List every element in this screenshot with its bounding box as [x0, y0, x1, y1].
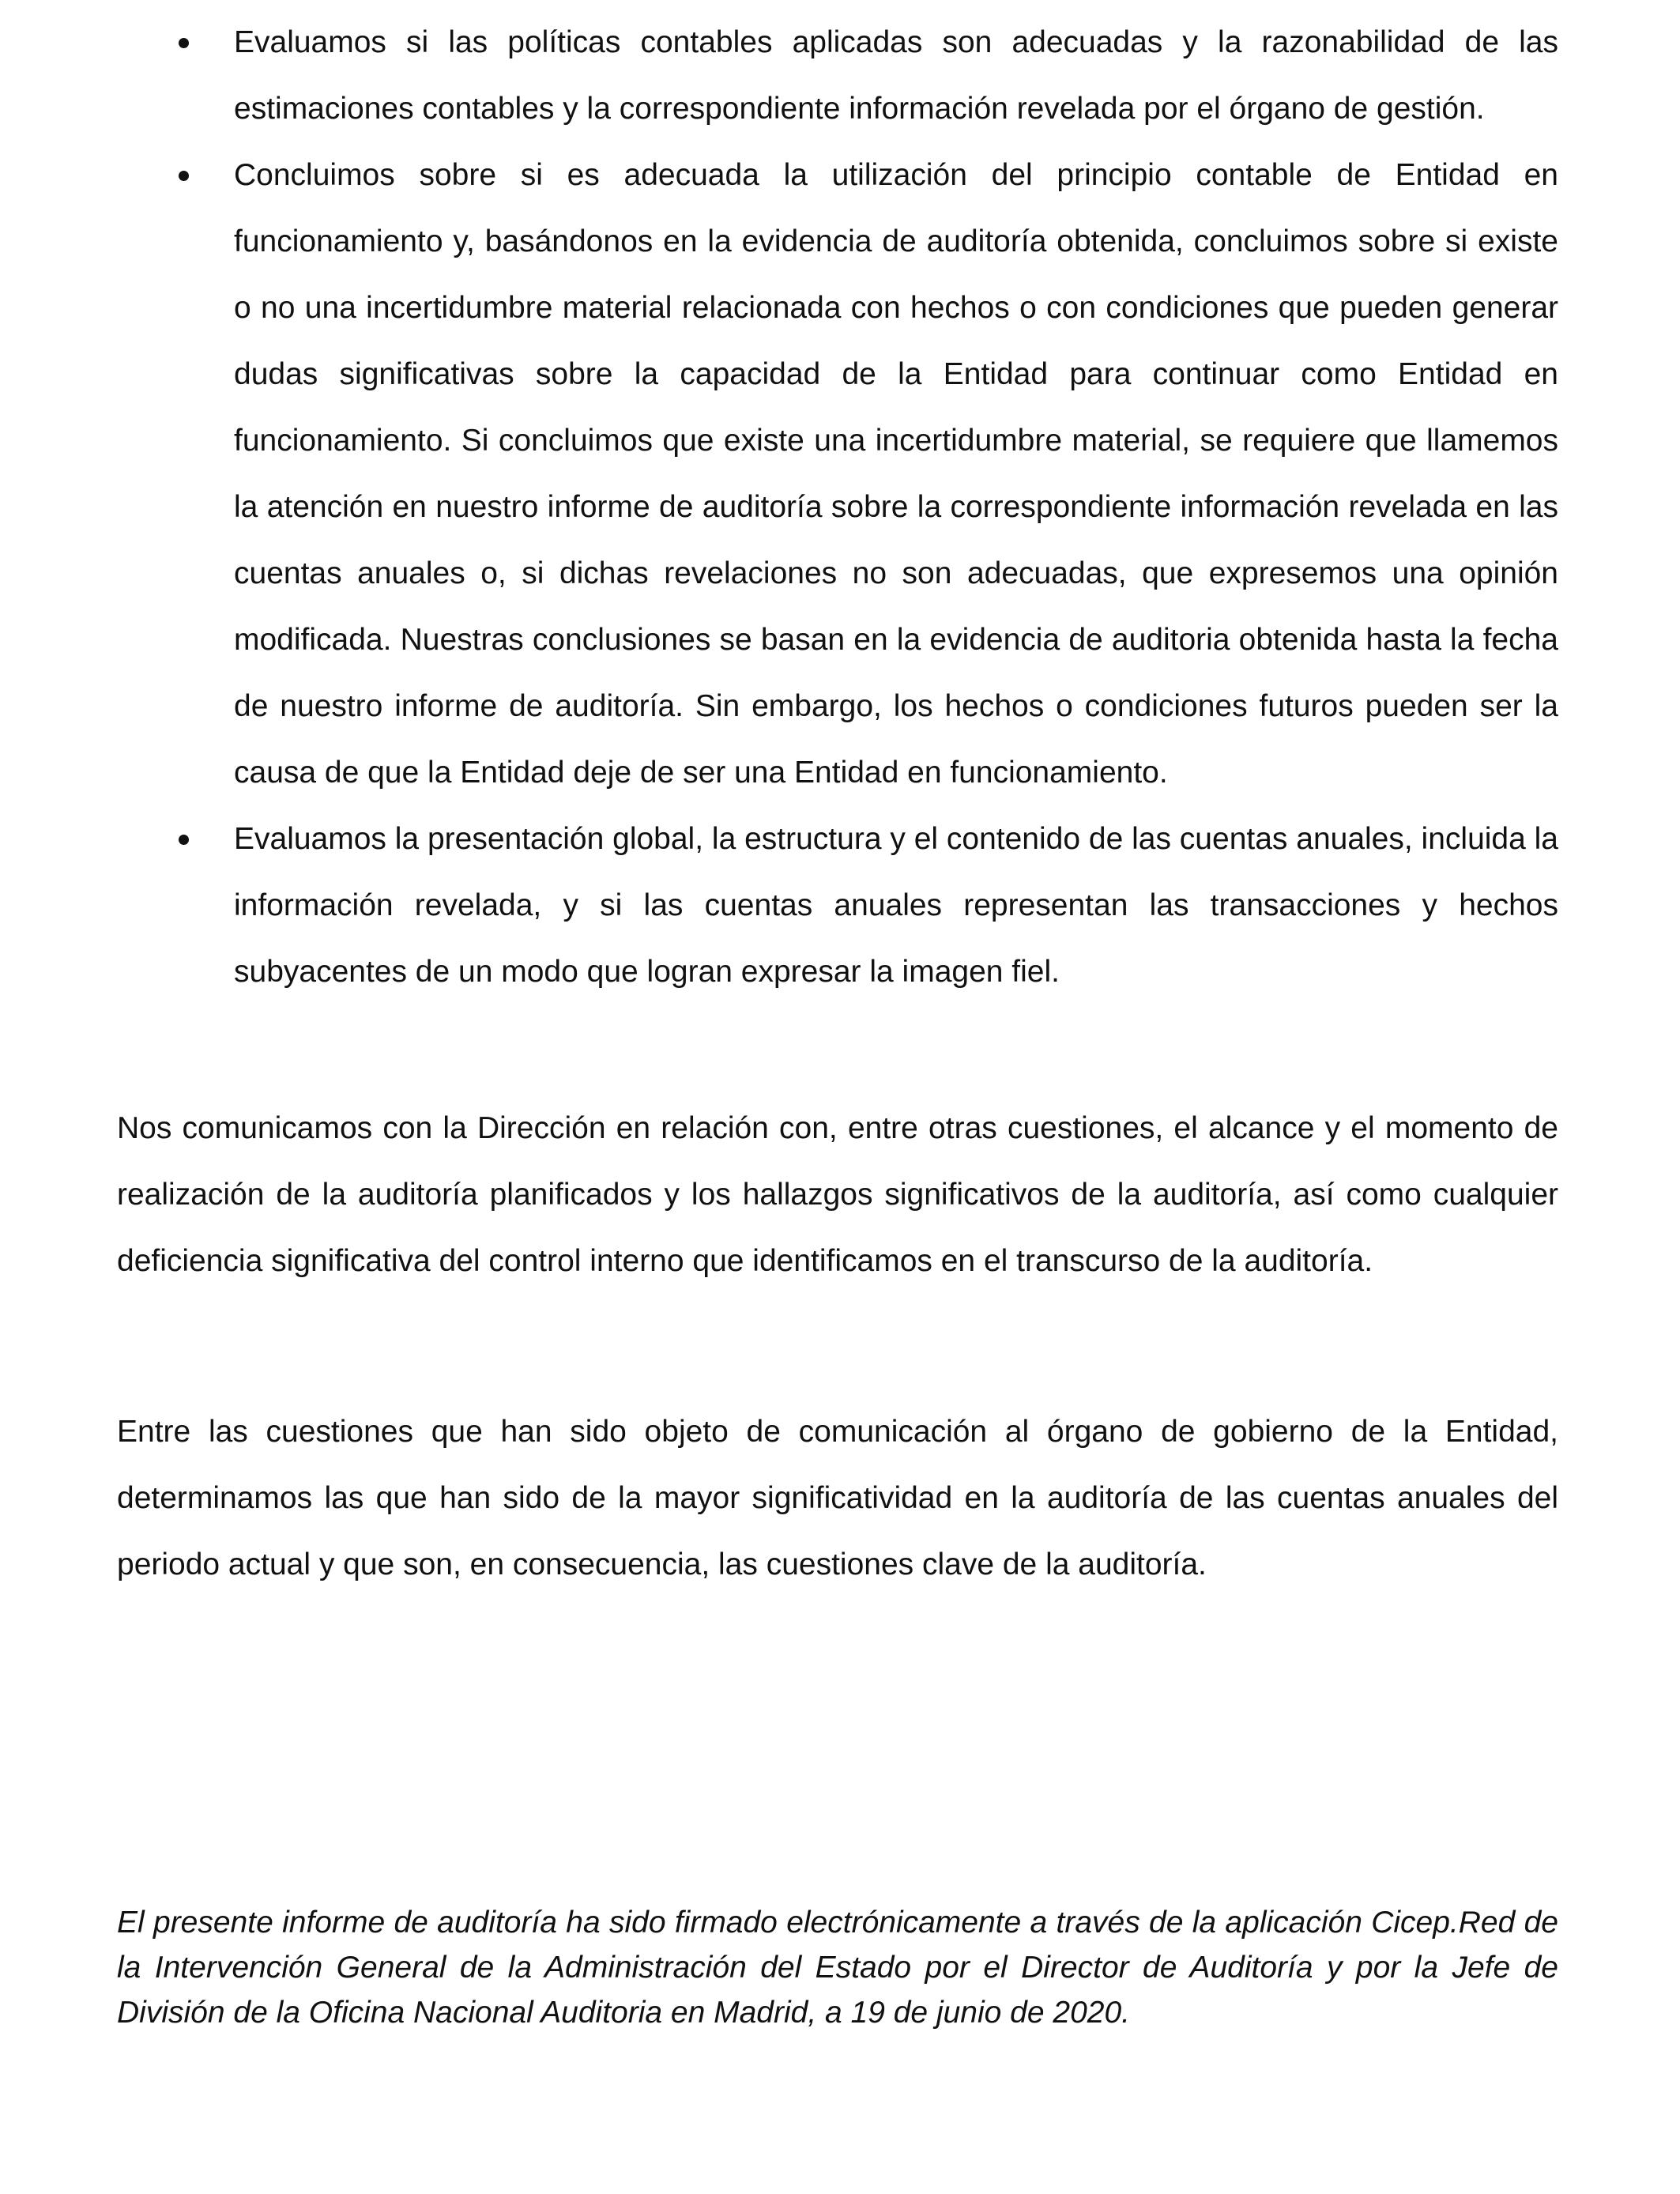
list-item-text: Evaluamos si las políticas contables aplicadas son adecuadas y la razonabilidad de las estimaciones contables y la correspondiente información revelada por el órgano de gestión.	[234, 25, 1558, 126]
key-matters-paragraph: Entre las cuestiones que han sido objeto de comunicación al órgano de gobierno de la Entidad, determinamos las que han sido de la mayor significatividad en la auditoría de las cuentas anuales del periodo actual y que son, en consecuencia, las cuestiones clave de la auditoría.	[117, 1415, 1558, 1581]
electronic-signature-note: El presente informe de auditoría ha sido firmado electrónicamente a través de la aplicación Cicep.Red de la Intervención General de la Administración del Estado por el Director de Auditoría y por la Jefe de División de la Oficina Nacional Auditoria en Madrid, a 19 de junio de 2020.	[117, 1906, 1558, 2030]
communication-paragraph: Nos comunicamos con la Dirección en relación con, entre otras cuestiones, el alcance y el momento de realización de la auditoría planificados y los hallazgos significativos de la auditoría, así como cualquier deficiencia significativa del control interno que identificamos en el transcurso de la auditoría.	[117, 1111, 1558, 1278]
list-item	[158, 806, 1558, 1005]
list-item-text: Evaluamos la presentación global, la estructura y el contenido de las cuentas anuales, incluida la información revelada, y si las cuentas anuales representan las transacciones y hechos subyacentes de un modo que logran expresar la imagen fiel.	[234, 822, 1558, 989]
list-item-text: Concluimos sobre si es adecuada la utilización del principio contable de Entidad en funcionamiento y, basándonos en la evidencia de auditoría obtenida, concluimos sobre si existe o no una incertidumbre material relacionada con hechos o con condiciones que pueden generar dudas significativas sobre la capacidad de la Entidad para continuar como Entidad en funcionamiento. Si concluimos que existe una incertidumbre material, se requiere que llamemos la atención en nuestro informe de auditoría sobre la correspondiente información revelada en las cuentas anuales o, si dichas revelaciones no son adecuadas, que expresemos una opinión modificada. Nuestras conclusiones se basan en la evidencia de auditoria obtenida hasta la fecha de nuestro informe de auditoría. Sin embargo, los hechos o condiciones futuros pueden ser la causa de que la Entidad deje de ser una Entidad en funcionamiento.	[234, 158, 1558, 790]
audit-procedures-list	[158, 9, 1558, 1005]
bullet-icon	[179, 835, 189, 845]
list-item	[158, 142, 1558, 806]
list-item	[158, 9, 1558, 142]
bullet-icon	[179, 171, 189, 181]
bullet-icon	[179, 38, 189, 48]
